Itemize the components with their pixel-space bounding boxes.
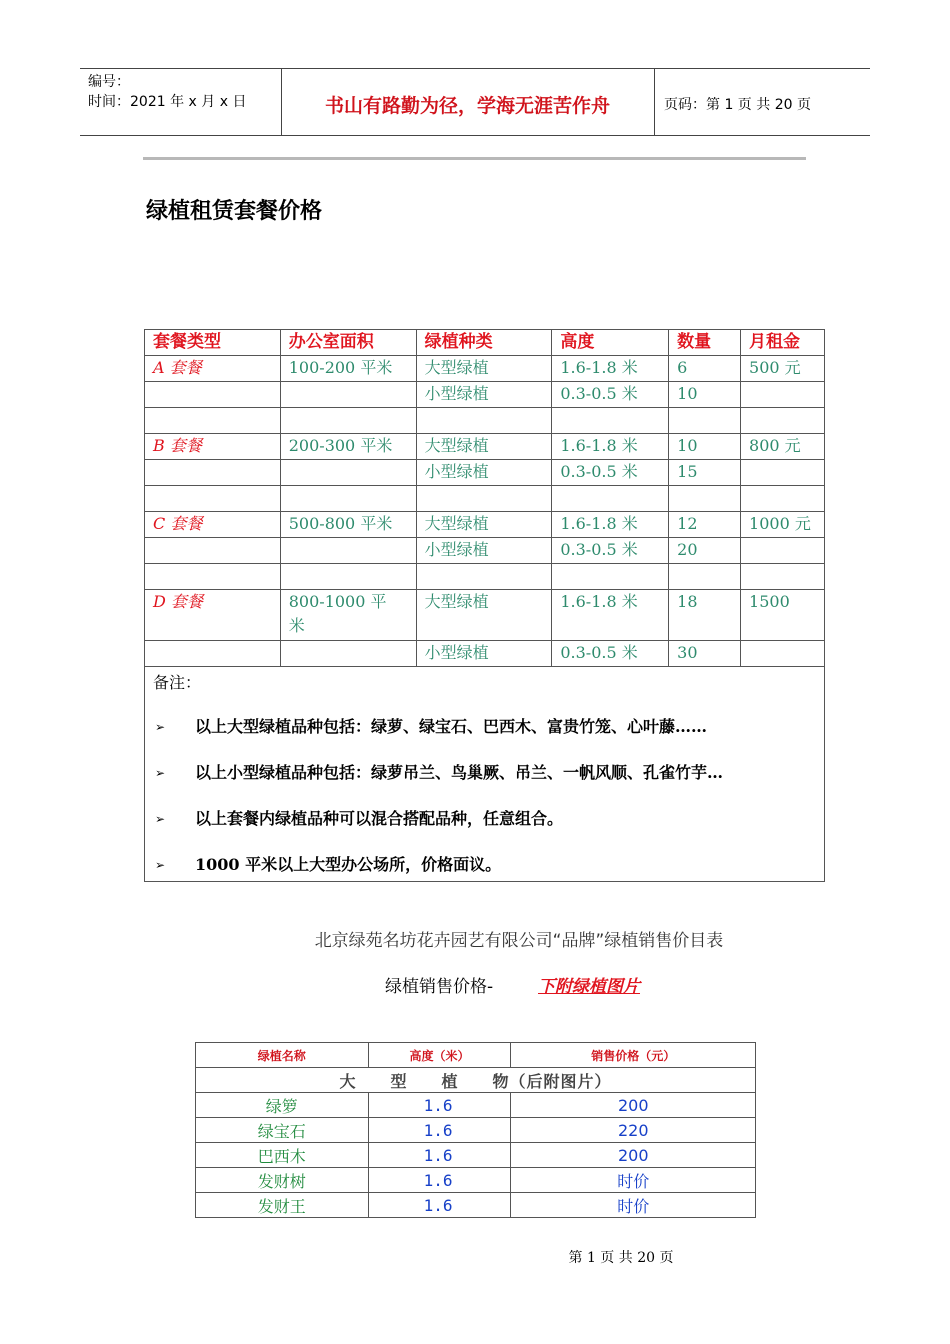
office-area: 100-200 平米 <box>280 356 416 382</box>
column-header: 高度（米） <box>368 1043 511 1068</box>
package-name: D 套餐 <box>145 590 281 641</box>
plant-quantity: 10 <box>669 382 741 408</box>
column-header: 月租金 <box>741 330 825 356</box>
header-divider <box>281 68 282 136</box>
sales-table-header <box>196 1043 756 1068</box>
note-text: 以上套餐内绿植品种可以混合搭配品种，任意组合。 <box>195 809 564 828</box>
plant-kind: 小型绿植 <box>416 641 552 667</box>
category-label: 大 型 植 物（后附图片） <box>196 1068 756 1093</box>
column-header: 绿植种类 <box>416 330 552 356</box>
table-row <box>196 1168 756 1193</box>
note-item <box>153 853 816 877</box>
plant-quantity: 6 <box>669 356 741 382</box>
sale-price: 220 <box>511 1118 756 1143</box>
note-text: 以上大型绿植品种包括：绿萝、绿宝石、巴西木、富贵竹笼、心叶藤…… <box>195 717 708 736</box>
plant-quantity: 15 <box>669 460 741 486</box>
column-header: 销售价格（元） <box>511 1043 756 1068</box>
package-name: A 套餐 <box>145 356 281 382</box>
table-row <box>145 512 825 538</box>
spacer-row <box>145 486 825 512</box>
monthly-rent <box>741 460 825 486</box>
monthly-rent: 1000 元 <box>741 512 825 538</box>
table-row <box>145 382 825 408</box>
monthly-rent <box>741 382 825 408</box>
package-name <box>145 382 281 408</box>
header-page-number: 页码：第 1 页 共 20 页 <box>664 97 811 113</box>
plant-quantity: 12 <box>669 512 741 538</box>
plant-height: 0.3-0.5 米 <box>552 641 669 667</box>
plant-height: 1.6 <box>368 1168 511 1193</box>
table-row <box>145 641 825 667</box>
plant-height: 0.3-0.5 米 <box>552 382 669 408</box>
spacer-row <box>145 564 825 590</box>
plant-kind: 大型绿植 <box>416 356 552 382</box>
office-area: 200-300 平米 <box>280 434 416 460</box>
arrow-bullet-icon: ➢ <box>155 766 166 780</box>
plant-kind: 小型绿植 <box>416 460 552 486</box>
plant-height: 1.6-1.8 米 <box>552 590 669 641</box>
table-row <box>145 538 825 564</box>
sale-price: 时价 <box>511 1168 756 1193</box>
column-header: 数量 <box>669 330 741 356</box>
company-title: 北京绿苑名坊花卉园艺有限公司“品牌”绿植销售价目表 <box>314 931 724 951</box>
plant-kind: 大型绿植 <box>416 434 552 460</box>
note-text: 1000 平米以上大型办公场所，价格面议。 <box>195 855 502 874</box>
plant-name: 发财树 <box>196 1168 369 1193</box>
package-name: C 套餐 <box>145 512 281 538</box>
table-row <box>145 460 825 486</box>
monthly-rent <box>741 538 825 564</box>
package-name <box>145 460 281 486</box>
office-area: 500-800 平米 <box>280 512 416 538</box>
table-row <box>196 1193 756 1218</box>
column-header: 套餐类型 <box>145 330 281 356</box>
plant-kind: 大型绿植 <box>416 512 552 538</box>
plant-quantity: 10 <box>669 434 741 460</box>
plant-name: 绿箩 <box>196 1093 369 1118</box>
plant-name: 发财王 <box>196 1193 369 1218</box>
plant-height: 1.6 <box>368 1093 511 1118</box>
category-row <box>196 1068 756 1093</box>
table-row <box>145 356 825 382</box>
package-table-header <box>145 330 825 356</box>
package-name <box>145 641 281 667</box>
header-top-rule <box>80 68 870 69</box>
package-table <box>144 329 825 882</box>
plant-quantity: 18 <box>669 590 741 641</box>
arrow-bullet-icon: ➢ <box>155 720 166 734</box>
package-name: B 套餐 <box>145 434 281 460</box>
plant-quantity: 20 <box>669 538 741 564</box>
monthly-rent: 1500 <box>741 590 825 641</box>
monthly-rent <box>741 641 825 667</box>
table-row <box>196 1118 756 1143</box>
note-item <box>153 715 816 739</box>
header-divider <box>654 68 655 136</box>
plant-height: 1.6 <box>368 1143 511 1168</box>
plant-height: 1.6-1.8 米 <box>552 356 669 382</box>
time-label: 时间：2021 年 x 月 x 日 <box>88 94 247 110</box>
header-meta <box>88 72 246 112</box>
plant-height: 0.3-0.5 米 <box>552 460 669 486</box>
plant-name: 绿宝石 <box>196 1118 369 1143</box>
header-motto: 书山有路勤为径，学海无涯苦作舟 <box>324 95 610 117</box>
plant-name: 巴西木 <box>196 1143 369 1168</box>
package-name <box>145 538 281 564</box>
table-row <box>145 434 825 460</box>
office-area <box>280 460 416 486</box>
column-header: 高度 <box>552 330 669 356</box>
sales-price-table <box>195 1042 756 1218</box>
office-area <box>280 641 416 667</box>
header-bottom-rule <box>80 135 870 136</box>
section-divider <box>143 157 806 160</box>
table-row <box>145 590 825 641</box>
column-header: 办公室面积 <box>280 330 416 356</box>
plant-height: 1.6-1.8 米 <box>552 434 669 460</box>
note-text: 以上小型绿植品种包括：绿萝吊兰、鸟巢厥、吊兰、一帆风顺、孔雀竹芋… <box>195 763 724 782</box>
plant-kind: 小型绿植 <box>416 538 552 564</box>
office-area <box>280 382 416 408</box>
page-footer: 第 1 页 共 20 页 <box>568 1250 674 1266</box>
plant-height: 1.6 <box>368 1118 511 1143</box>
plant-height: 1.6-1.8 米 <box>552 512 669 538</box>
doc-number-label: 编号： <box>88 74 130 90</box>
notes-label: 备注： <box>153 673 202 692</box>
plant-quantity: 30 <box>669 641 741 667</box>
arrow-bullet-icon: ➢ <box>155 858 166 872</box>
sale-price: 时价 <box>511 1193 756 1218</box>
office-area <box>280 538 416 564</box>
monthly-rent: 500 元 <box>741 356 825 382</box>
sale-price: 200 <box>511 1093 756 1118</box>
office-area: 800-1000 平米 <box>280 590 416 641</box>
table-row <box>196 1143 756 1168</box>
page-title: 绿植租赁套餐价格 <box>146 198 323 224</box>
plant-kind: 小型绿植 <box>416 382 552 408</box>
arrow-bullet-icon: ➢ <box>155 812 166 826</box>
plant-height: 1.6 <box>368 1193 511 1218</box>
plant-height: 0.3-0.5 米 <box>552 538 669 564</box>
plant-pictures-link[interactable]: 下附绿植图片 <box>538 977 640 997</box>
sales-title: 绿植销售价格- <box>385 977 494 997</box>
note-item <box>153 761 816 785</box>
table-row <box>196 1093 756 1118</box>
note-item <box>153 807 816 831</box>
plant-kind: 大型绿植 <box>416 590 552 641</box>
sale-price: 200 <box>511 1143 756 1168</box>
notes-cell <box>145 667 825 882</box>
monthly-rent: 800 元 <box>741 434 825 460</box>
column-header: 绿植名称 <box>196 1043 369 1068</box>
spacer-row <box>145 408 825 434</box>
notes-row <box>145 667 825 882</box>
